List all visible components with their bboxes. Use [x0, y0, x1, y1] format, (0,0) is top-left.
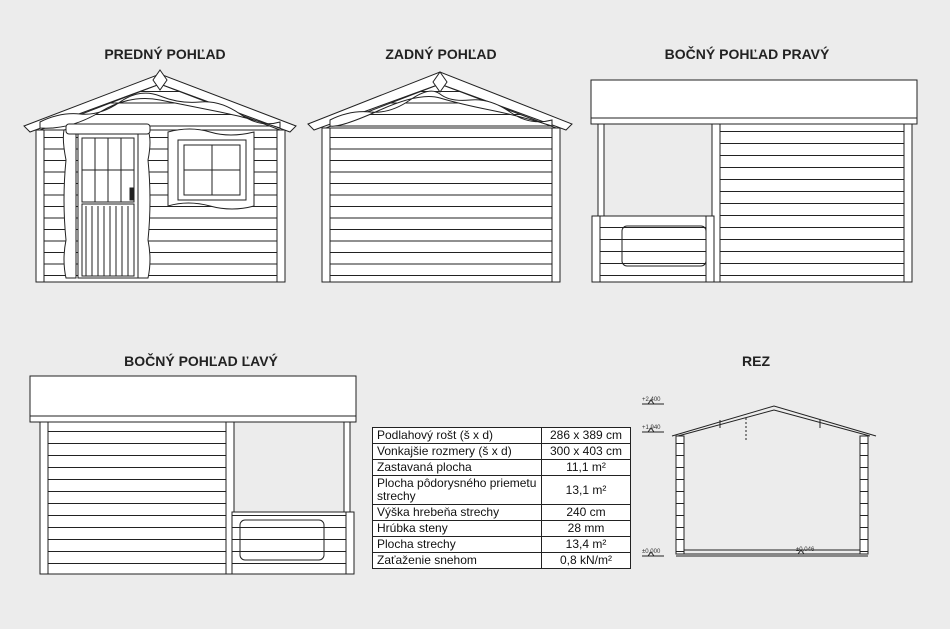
spec-row: [373, 505, 631, 521]
spec-value: 286 x 389 cm: [542, 428, 631, 444]
spec-label: Hrúbka steny: [373, 521, 542, 537]
spec-label: Podlahový rošt (š x d): [373, 428, 542, 444]
level-floor-label: ±0,046: [796, 547, 815, 553]
section-right-wall: [860, 436, 868, 554]
spec-label: Vonkajšie rozmery (š x d): [373, 444, 542, 460]
left-roof: [30, 376, 356, 422]
left-side-view-drawing: [30, 376, 356, 574]
level-ridge-label: +2,400: [642, 397, 661, 403]
spec-label: Zaťaženie snehom: [373, 553, 542, 569]
spec-label: Zastavaná plocha: [373, 460, 542, 476]
spec-value: 11,1 m²: [542, 460, 631, 476]
spec-value: 0,8 kN/m²: [542, 553, 631, 569]
left-porch-rail: [232, 512, 352, 574]
door-handle: [130, 188, 133, 200]
spec-row: [373, 428, 631, 444]
level-base-label: ±0,000: [642, 549, 661, 555]
spec-row: [373, 537, 631, 553]
spec-row: [373, 444, 631, 460]
spec-value: 13,1 m²: [542, 476, 631, 505]
back-view-drawing: [308, 72, 572, 282]
right-roof: [591, 80, 917, 124]
specs-table: [372, 427, 631, 569]
spec-value: 300 x 403 cm: [542, 444, 631, 460]
left-side-view-title: BOČNÝ POHĽAD ĽAVÝ: [124, 353, 278, 369]
spec-value: 13,4 m²: [542, 537, 631, 553]
spec-row: [373, 460, 631, 476]
spec-value: 28 mm: [542, 521, 631, 537]
right-side-view-drawing: [591, 80, 917, 282]
spec-label: Výška hrebeňa strechy: [373, 505, 542, 521]
section-view-title: REZ: [742, 353, 770, 369]
section-left-wall: [676, 436, 684, 554]
spec-value: 240 cm: [542, 505, 631, 521]
spec-row: [373, 476, 631, 505]
door-trim-right: [138, 129, 150, 278]
spec-row: [373, 521, 631, 537]
front-view-drawing: [24, 70, 296, 282]
door-head-trim: [66, 124, 150, 134]
section-drawing: [642, 400, 876, 556]
spec-label: Plocha strechy: [373, 537, 542, 553]
back-wall: [326, 128, 556, 282]
spec-label: Plocha pôdorysného priemetu strechy: [373, 476, 542, 505]
door-trim-left: [63, 129, 76, 278]
right-side-view-title: BOČNÝ POHĽAD PRAVÝ: [664, 46, 830, 62]
spec-row: [373, 553, 631, 569]
right-wall: [718, 124, 908, 282]
level-eave-label: +1,940: [642, 425, 661, 431]
level-markers: [642, 400, 818, 556]
front-view-title: PREDNÝ POHĽAD: [104, 46, 226, 62]
back-view-title: ZADNÝ POHĽAD: [385, 46, 497, 62]
left-wall: [44, 422, 230, 574]
